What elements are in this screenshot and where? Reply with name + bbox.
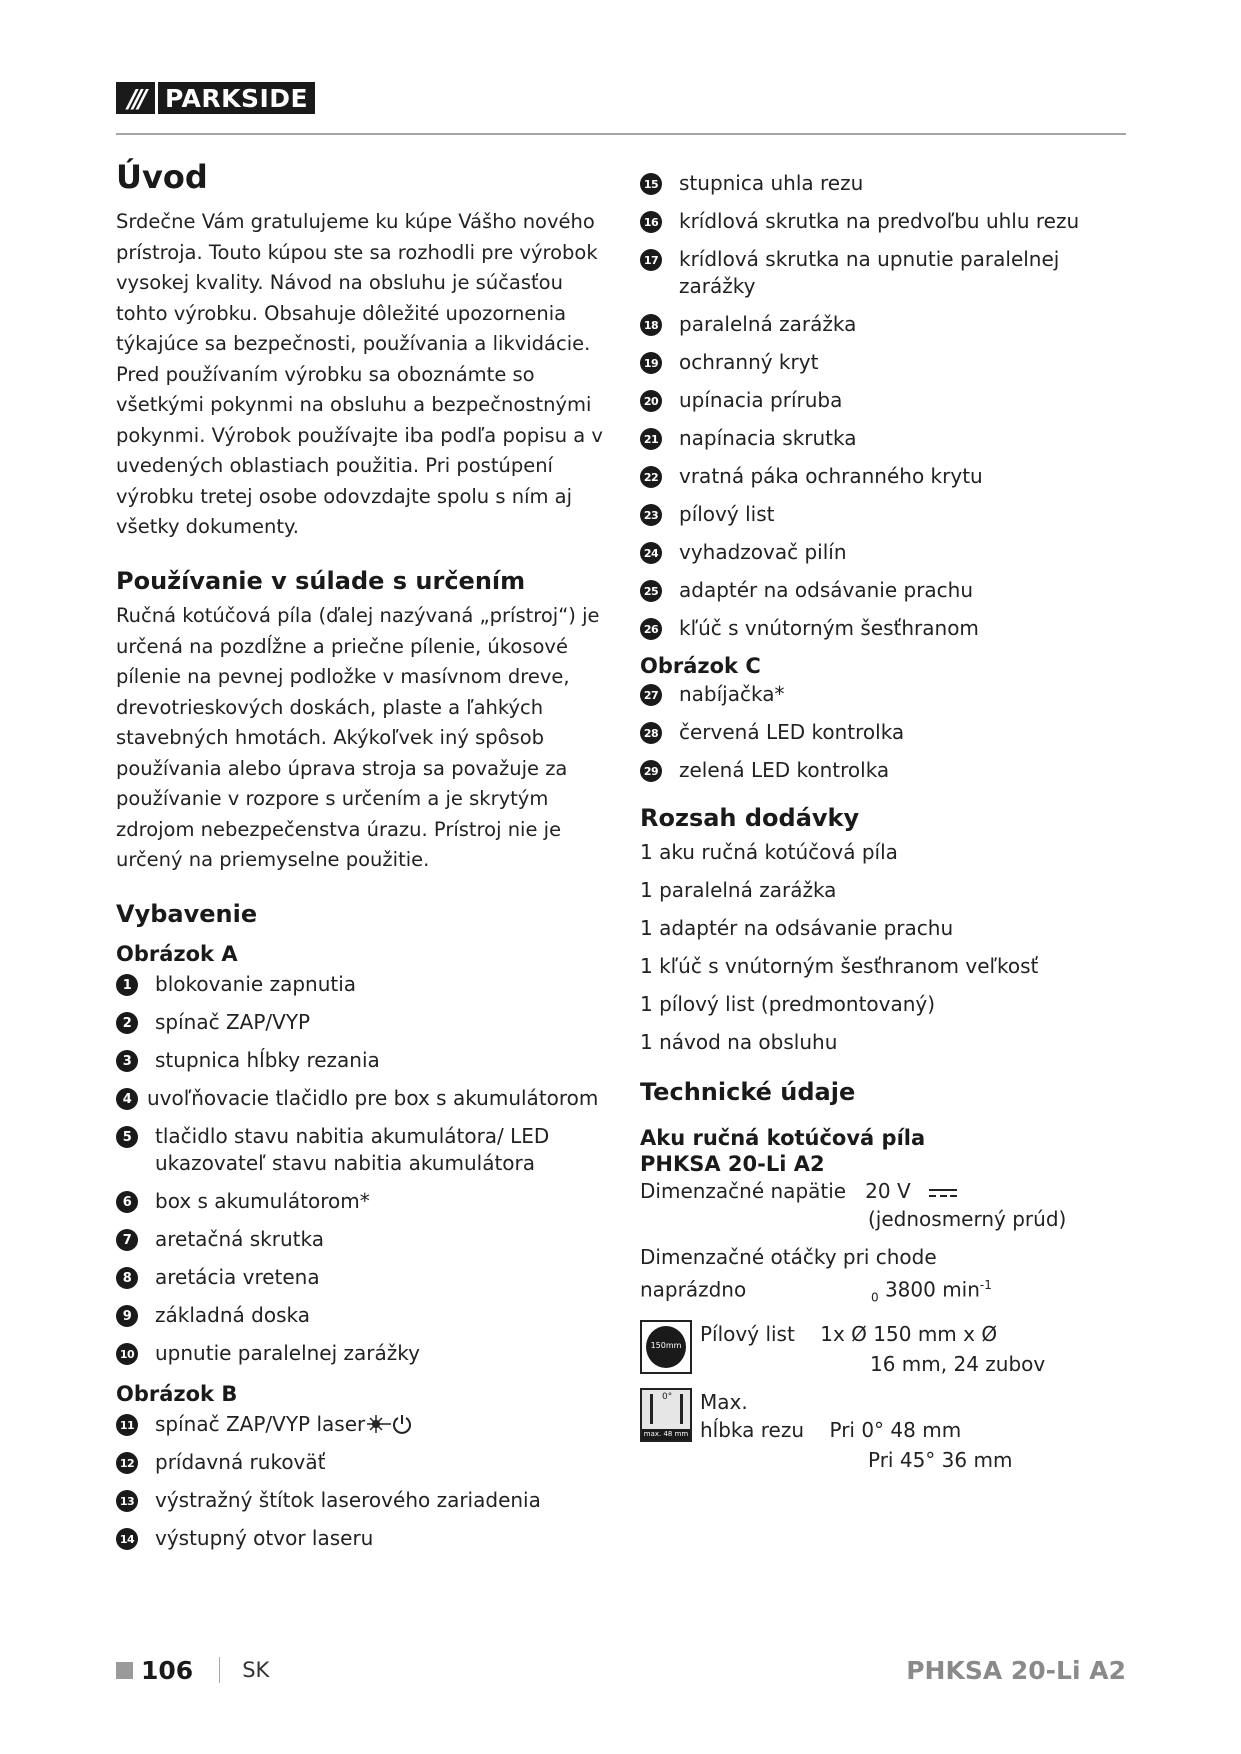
item-number-badge: 23 xyxy=(640,504,662,526)
item-number-badge: 28 xyxy=(640,722,662,744)
item-number-badge: 24 xyxy=(640,542,662,564)
list-item xyxy=(640,615,1140,642)
item-text: prídavná rukoväť xyxy=(155,1450,326,1475)
item-number-badge: 18 xyxy=(640,314,662,336)
item-number-badge: 1 xyxy=(116,974,138,996)
item-text: ochranný kryt xyxy=(679,350,819,374)
item-text: výstupný otvor laseru xyxy=(155,1526,374,1551)
list-item xyxy=(640,170,1140,197)
item-text: paralelná zarážka xyxy=(679,312,857,336)
speed-subscript: 0 xyxy=(870,1291,879,1305)
figure-a-list xyxy=(116,971,616,1367)
item-number-badge: 26 xyxy=(640,618,662,640)
item-text: stupnica hĺbky rezania xyxy=(155,1048,380,1073)
item-number-badge: 27 xyxy=(640,684,662,706)
list-item xyxy=(116,1525,616,1552)
item-text: napínacia skrutka xyxy=(679,426,857,450)
intended-use-title: Používanie v súlade s určením xyxy=(116,566,526,595)
item-text: spínač ZAP/VYP xyxy=(155,1010,311,1035)
tech-data-title: Technické údaje xyxy=(640,1078,856,1107)
list-item xyxy=(116,1226,616,1253)
footer-model-name: PHKSA 20-Li A2 xyxy=(906,1655,1126,1685)
item-number-badge: 17 xyxy=(640,249,662,271)
supply-item: 1 aku ručná kotúčová píla xyxy=(640,840,898,865)
list-item xyxy=(640,539,1140,566)
speed-unit-exponent: -1 xyxy=(979,1278,992,1293)
item-text: krídlová skrutka na upnutie paralelnej zarážky xyxy=(679,247,1060,298)
depth-label-2: hĺbka rezu xyxy=(700,1418,805,1442)
item-number-badge: 22 xyxy=(640,466,662,488)
list-item xyxy=(640,577,1140,604)
cutting-depth-icon xyxy=(640,1388,692,1442)
figure-b-label: Obrázok B xyxy=(116,1382,238,1407)
item-text: blokovanie zapnutia xyxy=(155,972,357,997)
voltage-row xyxy=(640,1177,1140,1205)
direct-current-icon xyxy=(929,1189,957,1197)
tech-product-line2: PHKSA 20-Li A2 xyxy=(640,1152,825,1177)
list-item xyxy=(116,1411,616,1438)
item-text: vyhadzovač pilín xyxy=(679,540,847,564)
page-number: 106 xyxy=(141,1655,194,1685)
figure-c-list xyxy=(640,681,1140,784)
list-item xyxy=(640,463,1140,490)
list-item xyxy=(116,1264,616,1291)
supply-item: 1 návod na obsluhu xyxy=(640,1030,838,1055)
list-item xyxy=(116,1449,616,1476)
item-number-badge: 10 xyxy=(116,1343,138,1365)
footer-square-marker xyxy=(116,1662,133,1679)
item-number-badge: 20 xyxy=(640,390,662,412)
item-text: červená LED kontrolka xyxy=(679,720,905,745)
list-item xyxy=(640,501,1140,528)
list-item xyxy=(116,1188,616,1215)
list-item xyxy=(116,1302,616,1329)
list-item xyxy=(640,387,1140,414)
parkside-logo xyxy=(116,82,315,114)
item-text: uvoľňovacie tlačidlo pre box s akumulátorom xyxy=(147,1086,599,1111)
item-number-badge: 6 xyxy=(116,1191,138,1213)
item-number-badge: 29 xyxy=(640,760,662,782)
item-text: kľúč s vnútorným šesťhranom xyxy=(679,616,979,640)
right-column xyxy=(640,170,1140,1474)
item-text: vratná páka ochranného krytu xyxy=(679,464,983,488)
left-column xyxy=(116,160,616,1563)
figure-b-list-left xyxy=(116,1411,616,1552)
tech-product-name xyxy=(640,1125,1140,1178)
item-number-badge: 12 xyxy=(116,1452,138,1474)
list-item xyxy=(116,1009,616,1036)
item-text: pílový list xyxy=(679,502,775,526)
list-item xyxy=(640,349,1140,376)
list-item xyxy=(116,1123,616,1177)
speed-row xyxy=(640,1271,1140,1312)
speed-label-line1: Dimenzačné otáčky pri chode xyxy=(640,1245,937,1270)
item-text: upínacia príruba xyxy=(679,388,843,412)
speed-value: 3800 min xyxy=(884,1278,980,1302)
intro-title: Úvod xyxy=(116,158,208,196)
figure-b-list-right xyxy=(640,170,1140,642)
item-text: spínač ZAP/VYP laser xyxy=(155,1412,366,1437)
depth-spec-row xyxy=(640,1388,1140,1474)
logo-brand-name: PARKSIDE xyxy=(165,83,309,113)
list-item xyxy=(640,681,1140,708)
blade-label: Pílový list xyxy=(700,1322,795,1346)
voltage-note: (jednosmerný prúd) xyxy=(868,1207,1067,1232)
list-item xyxy=(640,719,1140,746)
blade-row xyxy=(700,1320,1045,1348)
item-number-badge: 13 xyxy=(116,1490,138,1512)
blade-spec-row xyxy=(640,1320,1140,1378)
item-text: krídlová skrutka na predvoľbu uhlu rezu xyxy=(679,209,1080,233)
item-number-badge: 15 xyxy=(640,173,662,195)
depth-label-1: Max. xyxy=(700,1390,748,1414)
language-code: SK xyxy=(242,1658,270,1682)
saw-blade-icon-text: 150mm xyxy=(650,1341,682,1350)
item-number-badge: 11 xyxy=(116,1414,138,1436)
supply-item: 1 pílový list (predmontovaný) xyxy=(640,992,936,1017)
list-item xyxy=(116,1340,616,1367)
footer-separator xyxy=(219,1657,220,1683)
item-text: adaptér na odsávanie prachu xyxy=(679,578,974,602)
voltage-value: 20 V xyxy=(865,1179,911,1204)
supply-title: Rozsah dodávky xyxy=(640,804,860,833)
header-divider xyxy=(116,133,1126,135)
item-text: aretačná skrutka xyxy=(155,1227,324,1252)
figure-a-label: Obrázok A xyxy=(116,941,238,966)
supply-item: 1 adaptér na odsávanie prachu xyxy=(640,916,954,941)
item-number-badge: 7 xyxy=(116,1229,138,1251)
supply-item: 1 paralelná zarážka xyxy=(640,878,837,903)
item-text: upnutie paralelnej zarážky xyxy=(155,1341,420,1366)
blade-value-2: 16 mm, 24 zubov xyxy=(870,1352,1046,1376)
list-item xyxy=(116,1047,616,1074)
depth-row xyxy=(700,1416,1012,1444)
depth-value-2: Pri 45° 36 mm xyxy=(868,1448,1013,1472)
item-text: základná doska xyxy=(155,1303,310,1328)
item-text: box s akumulátorom* xyxy=(155,1189,370,1214)
item-text: nabíjačka* xyxy=(679,682,785,707)
cutting-depth-icon-degree: 0° xyxy=(662,1392,673,1402)
item-text: tlačidlo stavu nabitia akumulátora/ LED ukazovateľ stavu nabitia akumulátora xyxy=(155,1124,550,1176)
depth-value-1: Pri 0° 48 mm xyxy=(829,1418,962,1442)
page-footer xyxy=(116,1650,1126,1690)
item-number-badge: 3 xyxy=(116,1050,138,1072)
saw-blade-icon xyxy=(640,1320,692,1374)
intended-use-text: Ručná kotúčová píla (ďalej nazývaná „prístroj“) je určená na pozdĺžne a priečne pílenie, úkosové pílenie na pevnej podložke v masívnom dreve, drevotrieskových doskách, plaste a ľahkých stavebných hmotách. Akýkoľvek iný spôsob používania alebo úprava stroja sa považuje za používanie v rozpore s určením a je skrytým zdrojom nebezpečenstva úrazu. Prístroj nie je určený na priemyselne použitie. xyxy=(116,604,600,872)
item-number-badge: 16 xyxy=(640,211,662,233)
list-item xyxy=(116,971,616,998)
item-number-badge: 4 xyxy=(116,1088,138,1110)
list-item xyxy=(640,425,1140,452)
item-number-badge: 21 xyxy=(640,428,662,450)
cutting-depth-icon-text: max. 48 mm xyxy=(643,1430,689,1438)
item-number-badge: 19 xyxy=(640,352,662,374)
blade-value-1: 1x Ø 150 mm x Ø xyxy=(820,1322,998,1346)
item-number-badge: 25 xyxy=(640,580,662,602)
logo-slashes: /// xyxy=(116,82,158,114)
tech-product-line1: Aku ručná kotúčová píla xyxy=(640,1125,926,1150)
laser-power-icon xyxy=(365,1413,413,1435)
item-text: výstražný štítok laserového zariadenia xyxy=(155,1488,541,1513)
item-number-badge: 2 xyxy=(116,1012,138,1034)
item-number-badge: 9 xyxy=(116,1305,138,1327)
voltage-label: Dimenzačné napätie xyxy=(640,1179,847,1204)
list-item xyxy=(640,208,1140,235)
equipment-title: Vybavenie xyxy=(116,899,258,928)
list-item xyxy=(640,757,1140,784)
supply-item: 1 kľúč s vnútorným šesťhranom veľkosť xyxy=(640,954,1039,979)
list-item xyxy=(640,311,1140,338)
figure-c-label: Obrázok C xyxy=(640,654,761,678)
supply-list xyxy=(640,839,1140,1056)
item-text: zelená LED kontrolka xyxy=(679,758,890,783)
item-number-badge: 5 xyxy=(116,1126,138,1148)
list-item xyxy=(116,1487,616,1514)
item-number-badge: 14 xyxy=(116,1528,138,1550)
item-text: stupnica uhla rezu xyxy=(679,171,864,195)
item-number-badge: 8 xyxy=(116,1267,138,1289)
list-item xyxy=(640,246,1140,300)
list-item xyxy=(116,1085,616,1112)
speed-label-line2: naprázdno xyxy=(640,1278,747,1302)
item-text: aretácia vretena xyxy=(155,1265,320,1290)
intro-text: Srdečne Vám gratulujeme ku kúpe Vášho nového prístroja. Touto kúpou ste sa rozhodli pre výrobok vysokej kvality. Návod na obsluhu je súčasťou tohto výrobku. Obsahuje dôležité upozornenia týkajúce sa bezpečnosti, používania a likvidácie. Pred používaním výrobku sa oboznámte so všetkými pokynmi na obsluhu a bezpečnostnými pokynmi. Výrobok používajte iba podľa popisu a v uvedených oblastiach použitia. Pri postúpení výrobku tretej osobe odovzdajte spolu s ním aj všetky dokumenty. xyxy=(116,210,603,539)
